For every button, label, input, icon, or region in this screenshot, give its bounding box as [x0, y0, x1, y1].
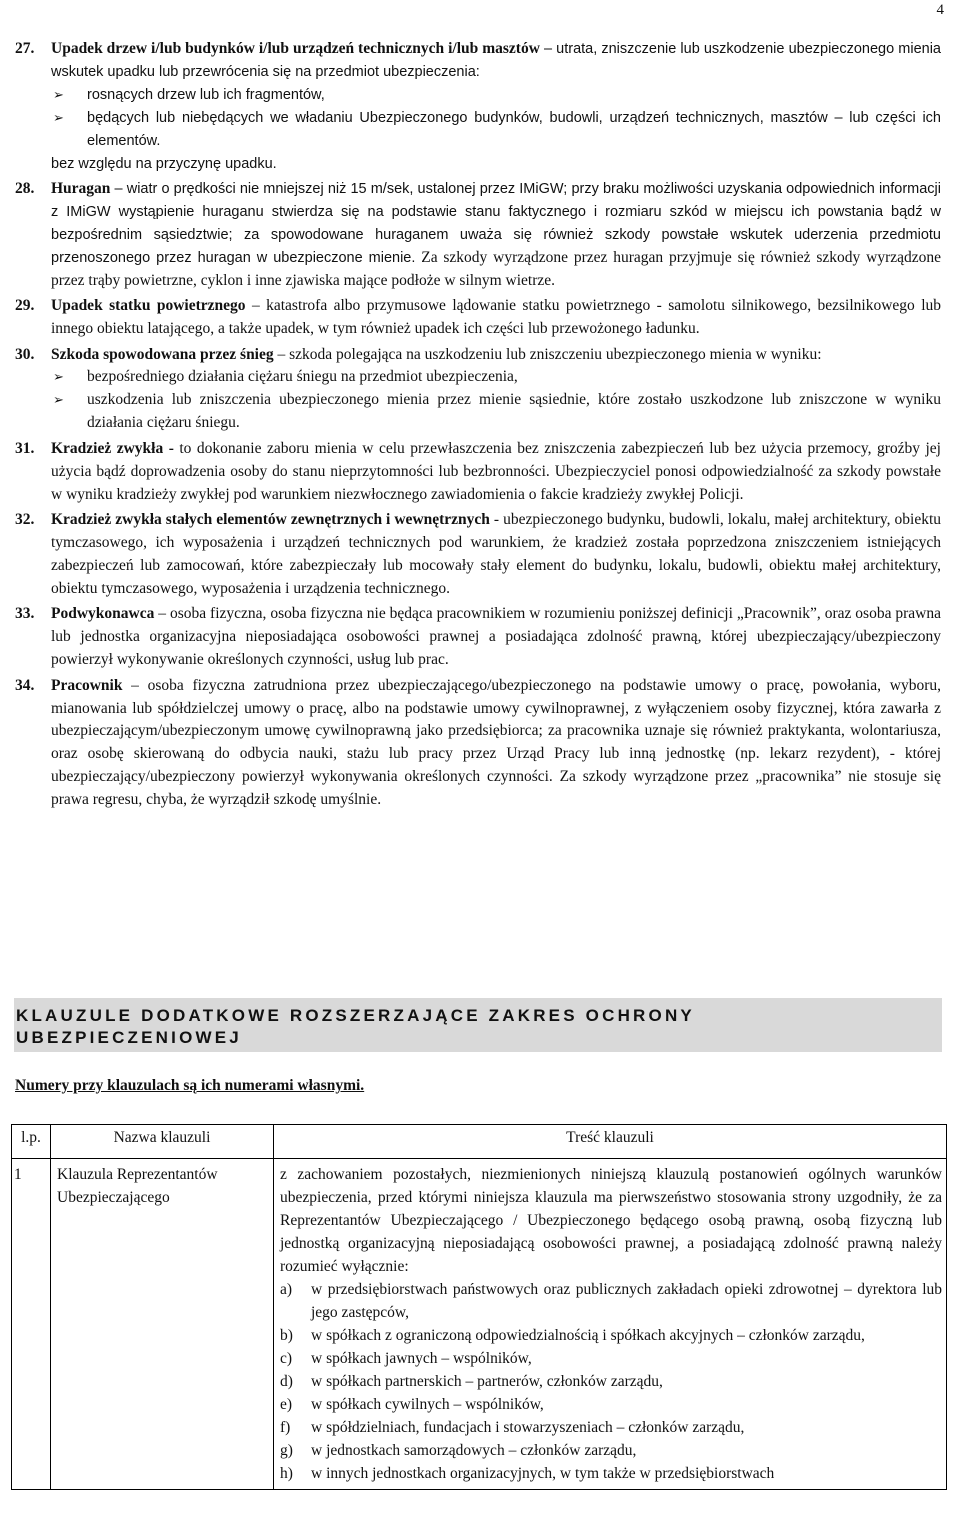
table-row — [12, 1159, 947, 1490]
definition-27 — [15, 38, 941, 175]
section-title — [14, 998, 942, 1052]
definition-number: 27. — [15, 40, 35, 57]
bullet-item — [51, 389, 941, 435]
definition-number: 31. — [15, 439, 35, 457]
definition-term: Kradzież zwykła - — [51, 439, 174, 457]
list-item-text: w przedsiębiorstwach państwowych oraz publicznych zakładach opieki zdrowotnej – dyrektora lub jego zastępców, — [311, 1281, 942, 1321]
section-note: Numery przy klauzulach są ich numerami własnymi. — [15, 1077, 365, 1094]
definition-text: – szkoda polegająca na uszkodzeniu lub zniszczeniu ubezpieczonego mienia w wyniku: — [273, 345, 822, 363]
column-header-content: Treść klauzuli — [274, 1125, 947, 1159]
list-item — [280, 1278, 942, 1324]
list-item — [280, 1462, 942, 1485]
list-item-text: w jednostkach samorządowych – członków zarządu, — [311, 1442, 637, 1459]
bullet-text: będących lub niebędących we władaniu Ubezpieczonego budynków, budowli, urządzeń technicznych, masztów – lub części ich elementów. — [87, 109, 941, 149]
list-item-text: w spółkach jawnych – wspólników, — [311, 1350, 532, 1367]
definition-text: – utrata, zniszczenie lub uszkodzenie ubezpieczonego mienia wskutek upadku lub przewrócenia się na przedmiot ubezpieczenia: — [51, 41, 941, 80]
arrow-bullet-icon: ➢ — [53, 86, 64, 102]
list-item — [280, 1393, 942, 1416]
definition-number: 33. — [15, 605, 35, 623]
definition-term: Huragan — [51, 180, 111, 198]
bullet-item — [51, 84, 941, 107]
list-item-label: b) — [280, 1327, 293, 1344]
arrow-bullet-icon: ➢ — [53, 109, 64, 125]
arrow-bullet-icon: ➢ — [53, 369, 64, 385]
definition-number: 30. — [15, 345, 35, 363]
list-item-label: a) — [280, 1281, 293, 1298]
definition-number: 29. — [15, 297, 35, 315]
list-item — [280, 1439, 942, 1462]
definition-32 — [15, 509, 941, 601]
bullet-text: uszkodzenia lub zniszczenia ubezpieczonego mienia przez mienie sąsiednie, które zostało uszkodzone lub zniszczone w wyniku działania ciężaru śniegu. — [87, 391, 941, 432]
definition-text: – osoba fizyczna zatrudniona przez ubezpieczającego/ubezpieczonego na podstawie umowy o pracę, powołania, wyboru, mianowania lub spółdzielczej umowy o pracę, albo na podstawie umowy cywilnoprawnej, z wyłączeniem osoby fizycznej, która zawarła z ubezpieczającym/ubezpieczonym umowę cywilnoprawną jako przedsiębiorca; za pracownika uznaje się również praktykanta, wolontariusza, oraz osobę skierowaną do odbycia nauki, stażu lub pracy przez Urząd Pracy lub inną jednostkę (np. lekarz rezydent), - której ubezpieczający/ubezpieczony powierzył wykonywania określonych czynności. Za szkody wyrządzone przez „pracownika” nie stosuje się prawa regresu, chyba, że wyrządził szkodę umyślnie. — [51, 676, 941, 809]
page-number: 4 — [936, 2, 944, 18]
definition-text: – katastrofa albo przymusowe lądowanie statku powietrznego - samolotu silnikowego, bezsilnikowego lub innego obiektu latającego, a także upadek, w tym również upadek ich części lub przewożonego ładunku. — [51, 297, 942, 338]
bullet-item — [51, 366, 941, 389]
list-item-text: w innych jednostkach organizacyjnych, w tym także w przedsiębiorstwach — [311, 1465, 775, 1482]
definition-tail: bez względu na przyczynę upadku. — [51, 155, 277, 172]
definitions-list — [15, 38, 941, 815]
list-item-text: w spółkach partnerskich – partnerów, członków zarządu, — [311, 1373, 663, 1390]
clause-intro: z zachowaniem pozostałych, niezmienionych niniejszą klauzulą postanowień ogólnych warunków ubezpieczenia, przed którymi niniejsza klauzula ma pierwszeństwo stosowania strony uzgodniły, że za Reprezentantów Ubezpieczającego / Ubezpieczonego będącego osobą prawną, osobą fizyczną lub jednostką organizacyjną nieposiadającą osobowości prawnej, a posiadającą zdolność prawną należy rozumieć wyłącznie: — [280, 1166, 942, 1275]
definition-number: 32. — [15, 511, 35, 529]
definition-term: Podwykonawca — [51, 605, 155, 623]
definition-text: – wiatr o prędkości nie mniejszej niż 15 m/sek, ustalonej przez IMiGW; przy braku możliwości uzyskania odpowiednich informacji z IMiGW wystąpienie huraganu stwierdza się na podstawie stanu faktycznego i rozmiaru szkód w miejscu ich powstania bądź w bezpośrednim sąsiedztwie; za spowodowane huraganem uważa się również szkody powstałe wskutek uderzenia przedmiotu przenoszonego przez huragan w ubezpieczone mienie. — [51, 181, 941, 266]
definition-term: Kradzież zwykła stałych elementów zewnętrznych i wewnętrznych — [51, 511, 490, 529]
list-item-label: e) — [280, 1396, 293, 1413]
clause-content — [274, 1159, 947, 1490]
definition-text: to dokonanie zaboru mienia w celu przewłaszczenia bez zniszczenia zabezpieczeń lub bez użycia przemocy, groźby jej użycia bądź doprowadzenia osoby do stanu nieprzytomności lub bezbronności. Ubezpieczyciel ponosi odpowiedzialność za szkody powstałe w wyniku kradzieży zwykłej pod warunkiem niezwłocznego zawiadomienia o fakcie kradzieży zwykłej Policji. — [51, 439, 941, 503]
definition-term: Upadek statku powietrznego — [51, 297, 246, 315]
list-item-label: g) — [280, 1442, 293, 1459]
bullet-text: bezpośredniego działania ciężaru śniegu na przedmiot ubezpieczenia, — [87, 368, 518, 386]
section-title-line: UBEZPIECZENIOWEJ — [16, 1028, 242, 1047]
definition-text: – osoba fizyczna, osoba fizyczna nie będąca pracownikiem w rozumieniu poniższej definicji „Pracownik”, oraz osoba prawna lub jednostka organizacyjna nieposiadająca osobowości prawnej a posiadająca zdolność prawną, której ubezpieczający/ubezpieczony powierzył wykonywanie określonych czynności, usług lub prac. — [51, 605, 941, 669]
clause-name: Klauzula Reprezentantów Ubezpieczającego — [51, 1159, 274, 1490]
section-title-line: KLAUZULE DODATKOWE ROZSZERZAJĄCE ZAKRES OCHRONY — [16, 1006, 695, 1025]
definition-28 — [15, 178, 941, 293]
definition-29 — [15, 295, 941, 341]
list-item-label: h) — [280, 1465, 293, 1482]
clause-number: 1 — [12, 1159, 51, 1490]
list-item-label: f) — [280, 1419, 291, 1436]
definition-31 — [15, 438, 941, 507]
definition-term: Pracownik — [51, 676, 123, 694]
clauses-table — [11, 1124, 947, 1490]
column-header-lp: l.p. — [12, 1125, 51, 1159]
definition-text: - ubezpieczonego budynku, budowli, lokalu, małej architektury, obiektu tymczasowego, ich wyposażenia i urządzeń technicznych pod warunkiem, że kradzież została poprzedzona zniszczeniem istniejących zabezpieczeń lub zamocowań, które zabezpieczały lub mocowały stały element do budynku, lokalu, budowli, obiektu małej architektury, obiektu tymczasowego, wyposażenia i urządzenia technicznego. — [51, 511, 942, 597]
bullet-item — [51, 107, 941, 153]
list-item — [280, 1324, 942, 1347]
list-item-text: w spółkach z ograniczoną odpowiedzialnością i spółkach akcyjnych – członków zarządu, — [311, 1327, 865, 1344]
list-item — [280, 1416, 942, 1439]
bullet-text: rosnących drzew lub ich fragmentów, — [87, 86, 325, 103]
list-item-label: d) — [280, 1373, 293, 1390]
definition-30 — [15, 344, 941, 436]
list-item-label: c) — [280, 1350, 293, 1367]
list-item — [280, 1347, 942, 1370]
list-item — [280, 1370, 942, 1393]
arrow-bullet-icon: ➢ — [53, 392, 64, 408]
table-header-row — [12, 1125, 947, 1159]
definition-34 — [15, 675, 941, 812]
definition-number: 28. — [15, 180, 35, 198]
definition-33 — [15, 603, 941, 672]
definition-term: Upadek drzew i/lub budynków i/lub urządzeń technicznych i/lub masztów — [51, 40, 540, 57]
list-item-text: w spółkach cywilnych – wspólników, — [311, 1396, 544, 1413]
definition-number: 34. — [15, 676, 35, 694]
definition-text-continued: Za szkody wyrządzone przez huragan przyjmuje się również szkody wyrządzone przez trąby powietrzne, cyklon i inne zjawiska mające podłoże w silnym wietrze. — [51, 248, 941, 289]
definition-term: Szkoda spowodowana przez śnieg — [51, 345, 274, 363]
list-item-text: w spółdzielniach, fundacjach i stowarzyszeniach – członków zarządu, — [311, 1419, 745, 1436]
column-header-name: Nazwa klauzuli — [51, 1125, 274, 1159]
